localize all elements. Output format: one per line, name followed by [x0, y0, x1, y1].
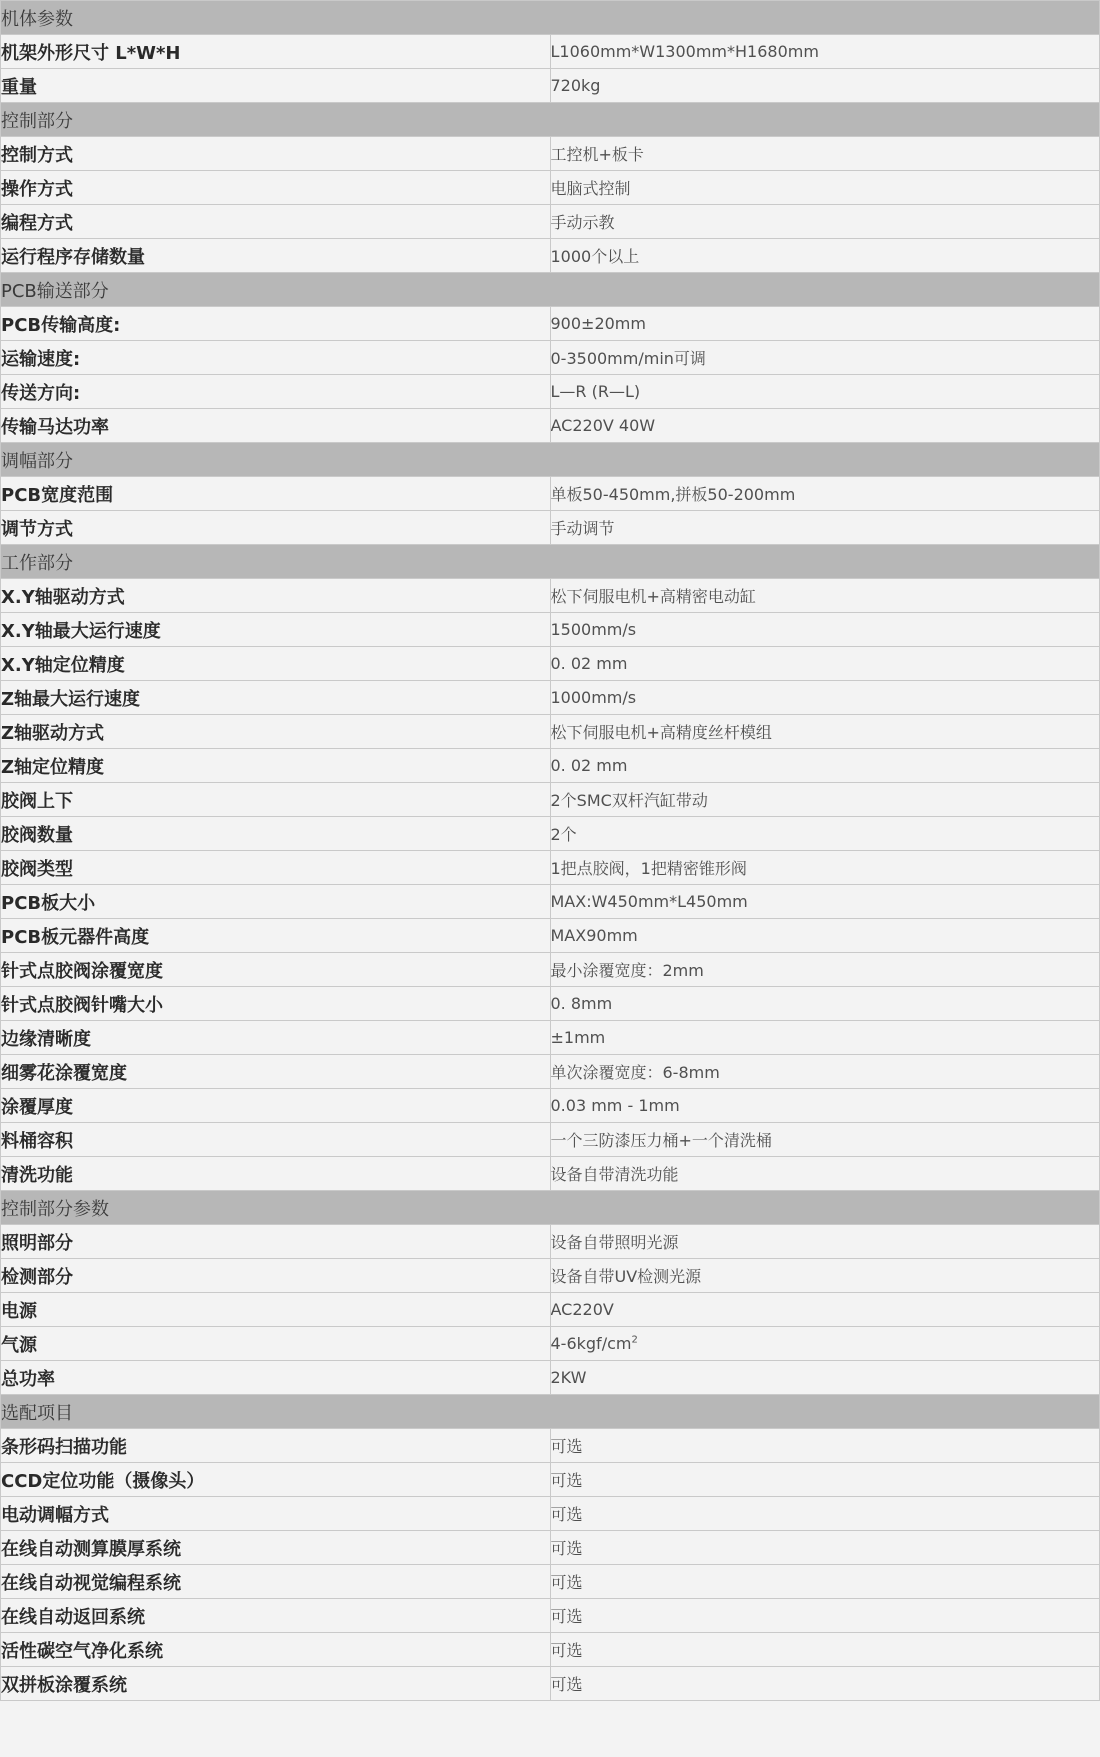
spec-value-text: 2KW	[550, 1368, 587, 1387]
spec-value-text: 2个SMC双杆汽缸带动	[550, 791, 708, 810]
spec-row	[1, 1429, 1100, 1463]
spec-value	[550, 205, 1100, 239]
spec-row	[1, 783, 1100, 817]
spec-value-text: 0. 02 mm	[550, 654, 628, 673]
spec-value	[550, 919, 1100, 953]
spec-label: PCB板元器件高度	[1, 919, 551, 953]
spec-value-text: AC220V 40W	[550, 416, 656, 435]
spec-value	[550, 409, 1100, 443]
spec-label: 条形码扫描功能	[1, 1429, 551, 1463]
spec-label: 重量	[1, 69, 551, 103]
spec-value-text: 720kg	[550, 76, 601, 95]
spec-row	[1, 1361, 1100, 1395]
spec-value-text: 松下伺服电机+高精度丝杆模组	[550, 723, 772, 742]
spec-value-text: 手动示教	[550, 213, 615, 232]
spec-label: 胶阀类型	[1, 851, 551, 885]
section-title: 机体参数	[1, 1, 1100, 35]
spec-row	[1, 1531, 1100, 1565]
spec-value-text: 900±20mm	[550, 314, 646, 333]
spec-value-text: 1把点胶阀，1把精密锥形阀	[550, 859, 747, 878]
spec-label: PCB传输高度:	[1, 307, 551, 341]
spec-value-text: 工控机+板卡	[550, 145, 644, 164]
spec-row	[1, 1565, 1100, 1599]
spec-row	[1, 579, 1100, 613]
spec-row	[1, 715, 1100, 749]
spec-row	[1, 749, 1100, 783]
spec-label: PCB板大小	[1, 885, 551, 919]
spec-value	[550, 1123, 1100, 1157]
spec-label: Z轴驱动方式	[1, 715, 551, 749]
spec-row	[1, 239, 1100, 273]
spec-value	[550, 341, 1100, 375]
spec-value	[550, 69, 1100, 103]
spec-value-text: 4-6kgf/cm	[550, 1334, 632, 1353]
spec-value-text: 2个	[550, 825, 577, 844]
spec-value	[550, 1259, 1100, 1293]
spec-value-text: 一个三防漆压力桶+一个清洗桶	[550, 1131, 772, 1150]
spec-row	[1, 1055, 1100, 1089]
spec-value-text: 0. 8mm	[550, 994, 613, 1013]
spec-value	[550, 1599, 1100, 1633]
spec-value	[550, 1633, 1100, 1667]
spec-label: 传送方向:	[1, 375, 551, 409]
spec-label: 料桶容积	[1, 1123, 551, 1157]
spec-row	[1, 1633, 1100, 1667]
spec-row	[1, 851, 1100, 885]
spec-label: 检测部分	[1, 1259, 551, 1293]
spec-label: Z轴最大运行速度	[1, 681, 551, 715]
spec-value-text: 1500mm/s	[550, 620, 637, 639]
spec-row	[1, 613, 1100, 647]
spec-label: 传输马达功率	[1, 409, 551, 443]
spec-label: X.Y轴定位精度	[1, 647, 551, 681]
section-title: 工作部分	[1, 545, 1100, 579]
section-title: PCB输送部分	[1, 273, 1100, 307]
spec-value	[550, 885, 1100, 919]
spec-row	[1, 1599, 1100, 1633]
section-title: 选配项目	[1, 1395, 1100, 1429]
spec-label: 涂覆厚度	[1, 1089, 551, 1123]
spec-value-text: 设备自带照明光源	[550, 1233, 679, 1252]
spec-value-text: AC220V	[550, 1300, 614, 1319]
spec-label: 运行程序存储数量	[1, 239, 551, 273]
spec-row	[1, 1157, 1100, 1191]
spec-value	[550, 137, 1100, 171]
spec-value-text: 手动调节	[550, 519, 615, 538]
spec-value-text: 可选	[550, 1437, 583, 1456]
spec-value	[550, 1497, 1100, 1531]
spec-label: 电动调幅方式	[1, 1497, 551, 1531]
spec-value	[550, 1293, 1100, 1327]
spec-value-text: 设备自带清洗功能	[550, 1165, 679, 1184]
spec-value	[550, 953, 1100, 987]
spec-row	[1, 375, 1100, 409]
spec-label: 边缘清晰度	[1, 1021, 551, 1055]
spec-value-text: 0-3500mm/min可调	[550, 349, 706, 368]
spec-row	[1, 1293, 1100, 1327]
spec-value	[550, 1021, 1100, 1055]
spec-value-text: 电脑式控制	[550, 179, 631, 198]
spec-value	[550, 1531, 1100, 1565]
spec-label: Z轴定位精度	[1, 749, 551, 783]
spec-value-text: 可选	[550, 1641, 583, 1660]
spec-value-text: 可选	[550, 1573, 583, 1592]
spec-label: 细雾花涂覆宽度	[1, 1055, 551, 1089]
spec-row	[1, 987, 1100, 1021]
spec-label: 双拼板涂覆系统	[1, 1667, 551, 1701]
spec-label: 在线自动测算膜厚系统	[1, 1531, 551, 1565]
spec-value-text: 松下伺服电机+高精密电动缸	[550, 587, 756, 606]
spec-label: X.Y轴驱动方式	[1, 579, 551, 613]
spec-label: 机架外形尺寸 L*W*H	[1, 35, 551, 69]
spec-value	[550, 307, 1100, 341]
spec-row	[1, 1021, 1100, 1055]
spec-row	[1, 409, 1100, 443]
spec-row	[1, 205, 1100, 239]
spec-row	[1, 511, 1100, 545]
spec-value	[550, 613, 1100, 647]
spec-value	[550, 1055, 1100, 1089]
spec-value	[550, 749, 1100, 783]
spec-value	[550, 1429, 1100, 1463]
spec-value	[550, 987, 1100, 1021]
spec-label: 胶阀数量	[1, 817, 551, 851]
spec-value	[550, 1157, 1100, 1191]
spec-label: 胶阀上下	[1, 783, 551, 817]
spec-row	[1, 35, 1100, 69]
spec-value-text: 0. 02 mm	[550, 756, 628, 775]
spec-row	[1, 1089, 1100, 1123]
section-header-row	[1, 273, 1100, 307]
spec-label: 控制方式	[1, 137, 551, 171]
spec-value-text: L—R (R—L)	[550, 382, 641, 401]
spec-value	[550, 579, 1100, 613]
spec-value-text: 1000个以上	[550, 247, 640, 266]
spec-label: 气源	[1, 1327, 551, 1361]
spec-row	[1, 647, 1100, 681]
spec-value	[550, 851, 1100, 885]
section-title: 调幅部分	[1, 443, 1100, 477]
spec-value	[550, 511, 1100, 545]
spec-value	[550, 1667, 1100, 1701]
section-header-row	[1, 443, 1100, 477]
spec-label: 照明部分	[1, 1225, 551, 1259]
spec-value	[550, 647, 1100, 681]
spec-value	[550, 171, 1100, 205]
spec-value-text: 1000mm/s	[550, 688, 637, 707]
section-header-row	[1, 1191, 1100, 1225]
spec-value-text: 可选	[550, 1471, 583, 1490]
spec-value	[550, 1225, 1100, 1259]
spec-row	[1, 1497, 1100, 1531]
spec-label: 总功率	[1, 1361, 551, 1395]
section-header-row	[1, 103, 1100, 137]
spec-label: 在线自动返回系统	[1, 1599, 551, 1633]
spec-value	[550, 1327, 1100, 1361]
spec-row	[1, 1259, 1100, 1293]
spec-value-text: 可选	[550, 1607, 583, 1626]
section-title: 控制部分	[1, 103, 1100, 137]
spec-label: 运输速度:	[1, 341, 551, 375]
section-header-row	[1, 1, 1100, 35]
spec-value-text: 可选	[550, 1505, 583, 1524]
spec-label: 操作方式	[1, 171, 551, 205]
spec-label: 针式点胶阀针嘴大小	[1, 987, 551, 1021]
spec-row	[1, 919, 1100, 953]
spec-row	[1, 1463, 1100, 1497]
spec-value-text: L1060mm*W1300mm*H1680mm	[550, 42, 819, 61]
spec-value	[550, 239, 1100, 273]
section-header-row	[1, 1395, 1100, 1429]
spec-value	[550, 1463, 1100, 1497]
spec-value	[550, 375, 1100, 409]
section-title: 控制部分参数	[1, 1191, 1100, 1225]
spec-label: 活性碳空气净化系统	[1, 1633, 551, 1667]
spec-row	[1, 1327, 1100, 1361]
spec-table-body	[1, 1, 1100, 1701]
spec-value	[550, 1565, 1100, 1599]
spec-value-text: 最小涂覆宽度：2mm	[550, 961, 704, 980]
spec-row	[1, 885, 1100, 919]
spec-row	[1, 341, 1100, 375]
spec-value-text: ±1mm	[550, 1028, 606, 1047]
spec-value	[550, 1089, 1100, 1123]
spec-value-text: 可选	[550, 1675, 583, 1694]
spec-row	[1, 171, 1100, 205]
spec-value-text: 单板50-450mm,拼板50-200mm	[550, 485, 796, 504]
spec-value-superscript: 2	[631, 1334, 638, 1346]
spec-row	[1, 477, 1100, 511]
spec-label: 电源	[1, 1293, 551, 1327]
spec-value	[550, 477, 1100, 511]
spec-label: 在线自动视觉编程系统	[1, 1565, 551, 1599]
spec-value-text: 可选	[550, 1539, 583, 1558]
spec-row	[1, 1667, 1100, 1701]
section-header-row	[1, 545, 1100, 579]
spec-label: 清洗功能	[1, 1157, 551, 1191]
spec-value	[550, 715, 1100, 749]
spec-label: 针式点胶阀涂覆宽度	[1, 953, 551, 987]
spec-value	[550, 35, 1100, 69]
spec-value	[550, 817, 1100, 851]
spec-value-text: MAX90mm	[550, 926, 638, 945]
spec-value	[550, 783, 1100, 817]
spec-row	[1, 69, 1100, 103]
spec-value-text: 设备自带UV检测光源	[550, 1267, 702, 1286]
spec-label: X.Y轴最大运行速度	[1, 613, 551, 647]
spec-value-text: MAX:W450mm*L450mm	[550, 892, 748, 911]
spec-row	[1, 681, 1100, 715]
spec-row	[1, 953, 1100, 987]
spec-value-text: 单次涂覆宽度：6-8mm	[550, 1063, 720, 1082]
spec-value-text: 0.03 mm - 1mm	[550, 1096, 680, 1115]
spec-row	[1, 137, 1100, 171]
spec-label: 编程方式	[1, 205, 551, 239]
spec-label: CCD定位功能（摄像头）	[1, 1463, 551, 1497]
spec-value	[550, 1361, 1100, 1395]
spec-value	[550, 681, 1100, 715]
spec-row	[1, 1123, 1100, 1157]
spec-row	[1, 1225, 1100, 1259]
spec-row	[1, 817, 1100, 851]
spec-label: PCB宽度范围	[1, 477, 551, 511]
spec-label: 调节方式	[1, 511, 551, 545]
spec-row	[1, 307, 1100, 341]
